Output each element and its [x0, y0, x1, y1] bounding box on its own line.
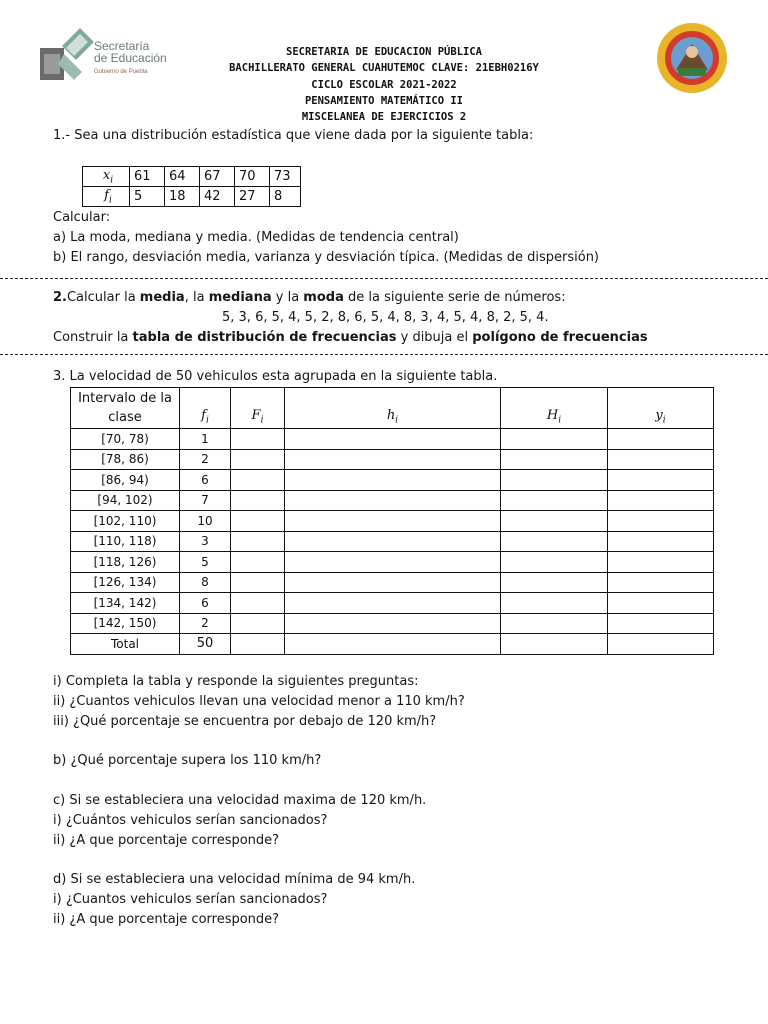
F-cell[interactable]: [231, 449, 285, 470]
interval-cell: [110, 118): [71, 531, 180, 552]
f-cell: 3: [180, 531, 231, 552]
header-line-3: CICLO ESCOLAR 2021-2022: [311, 79, 457, 91]
divider: [0, 354, 768, 355]
q3-question: i) ¿Cuántos vehiculos serían sancionados?: [53, 813, 328, 828]
table-cell: 67: [200, 167, 235, 187]
F-cell[interactable]: [231, 613, 285, 634]
table-row: [71, 572, 714, 593]
h-cell[interactable]: [285, 429, 501, 450]
interval-cell: [142, 150): [71, 613, 180, 634]
y-cell[interactable]: [608, 552, 714, 573]
q2-statement: [53, 290, 566, 305]
h-cell[interactable]: [285, 613, 501, 634]
f-cell: 6: [180, 593, 231, 614]
y-cell[interactable]: [608, 470, 714, 491]
table-row: [83, 187, 301, 207]
total-value: 50: [180, 634, 231, 655]
q3-question: i) ¿Cuantos vehiculos serían sancionados?: [53, 892, 328, 907]
table-cell: 5: [130, 187, 165, 207]
q3-question: c) Si se estableciera una velocidad maxima de 120 km/h.: [53, 793, 427, 808]
H-cell[interactable]: [501, 449, 608, 470]
h-cell[interactable]: [285, 572, 501, 593]
f-cell: 5: [180, 552, 231, 573]
interval-cell: [102, 110): [71, 511, 180, 532]
y-cell[interactable]: [608, 449, 714, 470]
h-header: [285, 388, 501, 429]
H-cell[interactable]: [501, 429, 608, 450]
q3-question: i) Completa la tabla y responde la siguientes preguntas:: [53, 674, 419, 689]
table-row: [71, 593, 714, 614]
interval-cell: [86, 94): [71, 470, 180, 491]
total-label: Total: [71, 634, 180, 655]
table-cell: 42: [200, 187, 235, 207]
h-cell[interactable]: [285, 490, 501, 511]
q3-question: ii) ¿A que porcentaje corresponde?: [53, 833, 280, 848]
q3-frequency-table: [70, 387, 714, 655]
table-cell: 27: [235, 187, 270, 207]
q2-bold-media: media: [139, 290, 185, 305]
interval-cell: [94, 102): [71, 490, 180, 511]
F-cell[interactable]: [231, 470, 285, 491]
q3-question: ii) ¿Cuantos vehiculos llevan una velocidad menor a 110 km/h?: [53, 694, 465, 709]
logo-title-line1: Secretaría: [94, 39, 150, 53]
q2-construct-text-2: y dibuja el: [396, 330, 473, 345]
y-symbol: y: [655, 408, 663, 424]
table-cell: 8: [270, 187, 301, 207]
h-cell[interactable]: [285, 511, 501, 532]
q1-intro: 1.- Sea una distribución estadística que viene dada por la siguiente tabla:: [53, 128, 534, 143]
q2-text-4: de la siguiente serie de números:: [343, 290, 566, 305]
q2-text-2: , la: [184, 290, 209, 305]
y-sub: i: [662, 416, 666, 426]
q2-number: 2.: [53, 290, 67, 305]
divider: [0, 278, 768, 279]
q2-series: 5, 3, 6, 5, 4, 5, 2, 8, 6, 5, 4, 8, 3, 4, 5, 4, 8, 2, 5, 4.: [222, 310, 549, 325]
q2-bold-moda: moda: [303, 290, 344, 305]
f-header: [83, 187, 130, 207]
H-cell[interactable]: [501, 511, 608, 532]
q3-question: ii) ¿A que porcentaje corresponde?: [53, 912, 280, 927]
q1-item-b: b) El rango, desviación media, varianza y desviación típica. (Medidas de dispersión): [53, 250, 600, 265]
header-line-5: MISCELANEA DE EJERCICIOS 2: [301, 111, 467, 123]
H-cell[interactable]: [501, 470, 608, 491]
q2-text-3: y la: [271, 290, 304, 305]
interval-cell: [78, 86): [71, 449, 180, 470]
H-cell[interactable]: [501, 552, 608, 573]
F-cell[interactable]: [231, 490, 285, 511]
table-row: [71, 490, 714, 511]
f-symbol: f: [201, 408, 206, 424]
F-cell[interactable]: [231, 531, 285, 552]
table-cell: 18: [165, 187, 200, 207]
H-cell[interactable]: [501, 531, 608, 552]
table-cell: 73: [270, 167, 301, 187]
y-cell[interactable]: [608, 572, 714, 593]
q2-construct-bold-1: tabla de distribución de frecuencias: [132, 330, 397, 345]
table-header-row: [71, 388, 714, 429]
q1-item-a: a) La moda, mediana y media. (Medidas de tendencia central): [53, 230, 459, 245]
table-row: [71, 531, 714, 552]
y-header: [608, 388, 714, 429]
q2-construct: [53, 330, 648, 345]
f-sub: i: [205, 416, 209, 426]
interval-cell: [126, 134): [71, 572, 180, 593]
table-row: [71, 449, 714, 470]
q1-calc-label: Calcular:: [53, 210, 111, 225]
y-cell[interactable]: [608, 429, 714, 450]
H-sub: i: [558, 416, 562, 426]
q2-construct-bold-2: polígono de frecuencias: [472, 330, 648, 345]
y-cell[interactable]: [608, 511, 714, 532]
table-row: [71, 470, 714, 491]
f-cell: 7: [180, 490, 231, 511]
f-cell: 2: [180, 613, 231, 634]
table-row: [71, 511, 714, 532]
h-cell[interactable]: [285, 449, 501, 470]
h-cell[interactable]: [285, 593, 501, 614]
H-symbol: H: [546, 408, 559, 424]
table-total-row: [71, 634, 714, 655]
table-row: [83, 167, 301, 187]
H-header: [501, 388, 608, 429]
header-line-4: PENSAMIENTO MATEMÁTICO II: [304, 95, 464, 107]
interval-header-line1: Intervalo de la: [78, 391, 172, 406]
x-symbol: x: [102, 167, 111, 183]
H-cell[interactable]: [501, 490, 608, 511]
q3-intro: 3. La velocidad de 50 vehiculos esta agrupada en la siguiente tabla.: [53, 369, 498, 384]
y-cell[interactable]: [608, 613, 714, 634]
h-cell[interactable]: [285, 634, 501, 655]
h-symbol: h: [386, 408, 396, 424]
logo-subtitle: Gobierno de Puebla: [94, 69, 148, 75]
f-sub: i: [108, 195, 112, 206]
f-cell: 2: [180, 449, 231, 470]
F-cell[interactable]: [231, 511, 285, 532]
x-sub: i: [110, 175, 114, 186]
header-line-2: BACHILLERATO GENERAL CUAHUTEMOC CLAVE: 21EBH0216Y: [229, 62, 539, 74]
h-cell[interactable]: [285, 470, 501, 491]
interval-cell: [70, 78): [71, 429, 180, 450]
q2-bold-mediana: mediana: [208, 290, 272, 305]
H-cell[interactable]: [501, 593, 608, 614]
interval-header-line2: clase: [108, 410, 142, 425]
y-cell[interactable]: [608, 634, 714, 655]
F-cell[interactable]: [231, 429, 285, 450]
f-cell: 8: [180, 572, 231, 593]
F-cell[interactable]: [231, 572, 285, 593]
F-sub: i: [260, 416, 264, 426]
h-sub: i: [395, 416, 399, 426]
interval-cell: [134, 142): [71, 593, 180, 614]
table-row: [71, 552, 714, 573]
q3-question: d) Si se estableciera una velocidad mínima de 94 km/h.: [53, 872, 416, 887]
F-cell[interactable]: [231, 634, 285, 655]
F-cell[interactable]: [231, 593, 285, 614]
F-cell[interactable]: [231, 552, 285, 573]
table-row: [71, 429, 714, 450]
q2-text-1: Calcular la: [66, 290, 140, 305]
f-cell: 10: [180, 511, 231, 532]
f-cell: 1: [180, 429, 231, 450]
f-cell: 6: [180, 470, 231, 491]
q2-construct-text-1: Construir la: [53, 330, 133, 345]
header-line-1: SECRETARIA DE EDUCACION PÚBLICA: [286, 46, 482, 58]
q1-frequency-table: [82, 166, 301, 207]
F-header: [231, 388, 285, 429]
f-header: [180, 388, 231, 429]
f-symbol: f: [104, 187, 109, 203]
y-cell[interactable]: [608, 531, 714, 552]
q3-question: iii) ¿Qué porcentaje se encuentra por debajo de 120 km/h?: [53, 714, 437, 729]
F-symbol: F: [251, 408, 261, 424]
H-cell[interactable]: [501, 613, 608, 634]
H-cell[interactable]: [501, 634, 608, 655]
h-cell[interactable]: [285, 552, 501, 573]
table-cell: 70: [235, 167, 270, 187]
table-row: [71, 613, 714, 634]
y-cell[interactable]: [608, 490, 714, 511]
y-cell[interactable]: [608, 593, 714, 614]
logo-title-line2: de Educación: [94, 51, 167, 65]
H-cell[interactable]: [501, 572, 608, 593]
h-cell[interactable]: [285, 531, 501, 552]
interval-cell: [118, 126): [71, 552, 180, 573]
interval-header: [71, 388, 180, 429]
table-cell: 64: [165, 167, 200, 187]
table-cell: 61: [130, 167, 165, 187]
x-header: [83, 167, 130, 187]
q3-question: b) ¿Qué porcentaje supera los 110 km/h?: [53, 753, 322, 768]
